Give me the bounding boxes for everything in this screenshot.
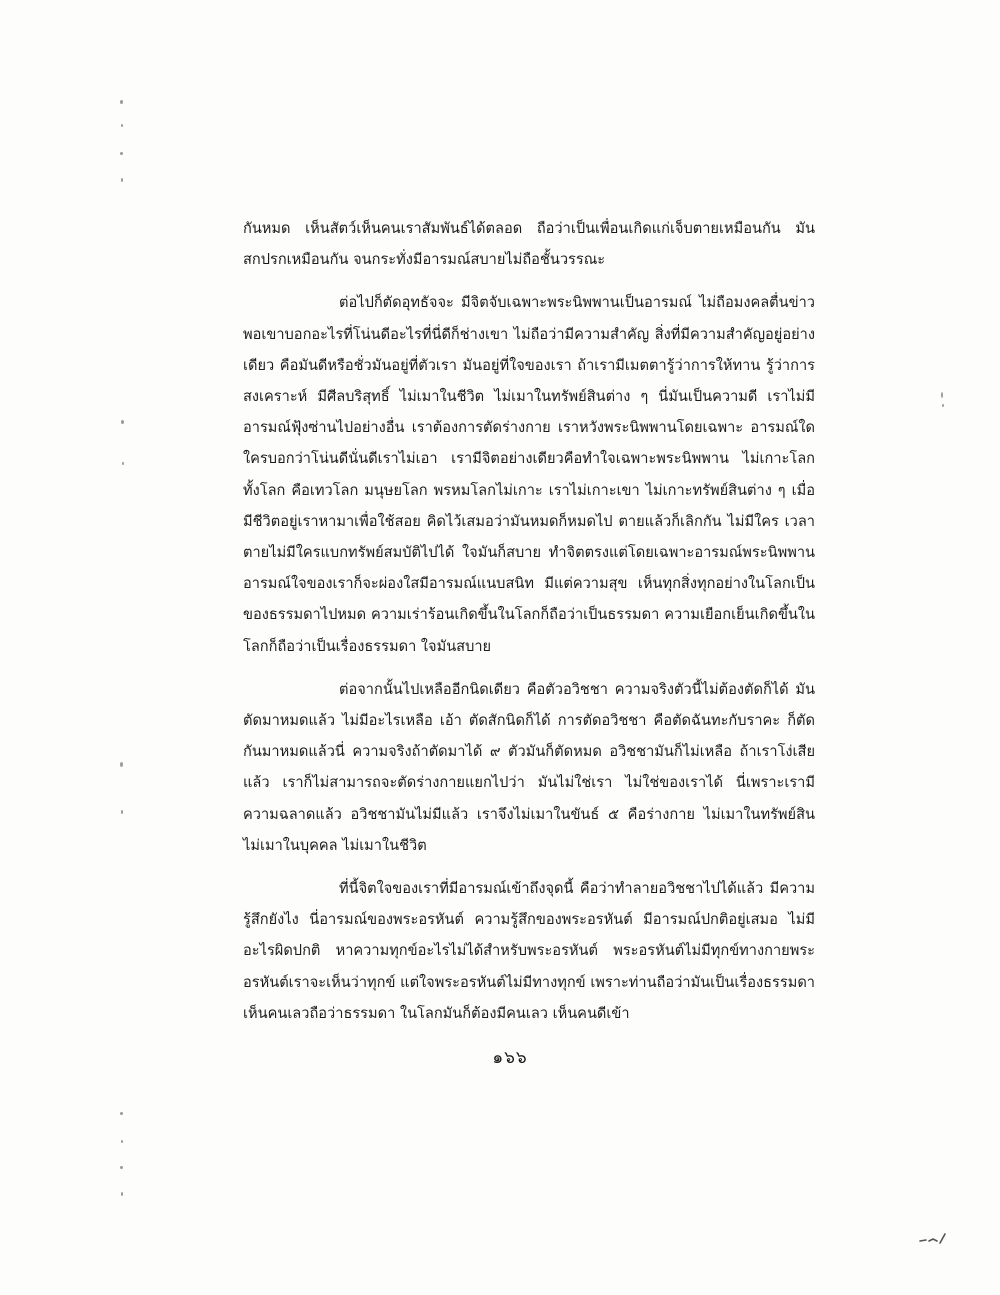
body-text — [243, 213, 815, 1041]
scan-speck — [942, 404, 944, 407]
scan-speck — [121, 420, 124, 424]
paragraph-2: ต่อไปก็ตัดอุทธัจจะ มีจิตจับเฉพาะพระนิพพานเป็นอารมณ์ ไม่ถือมงคลตื่นข่าว พอเขาบอกอะไรที่โน่นดีอะไรที่นี่ดีก็ช่างเขา ไม่ถือว่ามีความสำคัญ สิ่งที่มีความสำคัญอยู่อย่างเดียว คือมันดีหรือชั่วมันอยู่ที่ตัวเรา มันอยู่ที่ใจของเรา ถ้าเรามีเมตตารู้ว่าการให้ทาน รู้ว่าการสงเคราะห์ มีศีลบริสุทธิ์ ไม่เมาในชีวิต ไม่เมาในทรัพย์สินต่าง ๆ นี่มันเป็นความดี เราไม่มีอารมณ์ฟุ้งซ่านไปอย่างอื่น เราต้องการตัดร่างกาย เราหวังพระนิพพานโดยเฉพาะ อารมณ์ใดใครบอกว่าโน่นดีนั่นดีเราไม่เอา เรามีจิตอย่างเดียวคือทำใจเฉพาะพระนิพพาน ไม่เกาะโลก ทั้งโลก คือเทวโลก มนุษยโลก พรหมโลกไม่เกาะ เราไม่เกาะเขา ไม่เกาะทรัพย์สินต่าง ๆ เมื่อมีชีวิตอยู่เราหามาเพื่อใช้สอย คิดไว้เสมอว่ามันหมดก็หมดไป ตายแล้วก็เลิกกัน ไม่มีใคร เวลาตายไม่มีใครแบกทรัพย์สมบัติไปได้ ใจมันก็สบาย ทำจิตตรงแต่โดยเฉพาะอารมณ์พระนิพพาน อารมณ์ใจของเราก็จะผ่องใสมีอารมณ์แนบสนิท มีแต่ความสุข เห็นทุกสิ่งทุกอย่างในโลกเป็นของธรรมดาไปหมด ความเร่าร้อนเกิดขึ้นในโลกก็ถือว่าเป็นธรรมดา ความเยือกเย็นเกิดขึ้นในโลกก็ถือว่าเป็นเรื่องธรรมดา ใจมันสบาย — [243, 294, 815, 655]
scan-speck — [121, 178, 123, 182]
paragraph-3: ต่อจากนั้นไปเหลืออีกนิดเดียว คือตัวอวิชชา ความจริงตัวนี้ไม่ต้องตัดก็ได้ มันตัดมาหมดแล้ว ไม่มีอะไรเหลือ เอ้า ตัดสักนิดก็ได้ การตัดอวิชชา คือตัดฉันทะกับราคะ ก็ตัดกันมาหมดแล้วนี่ ความจริงถ้าตัดมาได้ ๙ ตัวมันก็ตัดหมด อวิชชามันก็ไม่เหลือ ถ้าเราโง่เสียแล้ว เราก็ไม่สามารถจะตัดร่างกายแยกไปว่า มันไม่ใช่เรา ไม่ใช่ของเราได้ นี่เพราะเรามีความฉลาดแล้ว อวิชชามันไม่มีแล้ว เราจึงไม่เมาในขันธ์ ๕ คือร่างกาย ไม่เมาในทรัพย์สิน ไม่เมาในบุคคล ไม่เมาในชีวิต — [243, 680, 815, 854]
scan-speck — [120, 100, 123, 104]
page-number: ๑๖๖ — [492, 1048, 528, 1068]
scan-speck — [120, 152, 123, 155]
scan-speck — [121, 124, 123, 127]
scan-speck — [120, 1112, 123, 1115]
scan-speck — [120, 1166, 123, 1169]
scan-speck — [941, 392, 943, 398]
scan-speck — [121, 1140, 123, 1143]
scan-speck — [121, 810, 123, 814]
paragraph-1: กันหมด เห็นสัตว์เห็นคนเราสัมพันธ์ได้ตลอด ถือว่าเป็นเพื่อนเกิดแก่เจ็บตายเหมือนกัน มันสกปรกเหมือนกัน จนกระทั่งมีอารมณ์สบายไม่ถือชั้นวรรณะ — [243, 220, 815, 269]
paragraph-4: ที่นี้จิตใจของเราที่มีอารมณ์เข้าถึงจุดนี้ คือว่าทำลายอวิชชาไปได้แล้ว มีความรู้สึกยังไง นี่อารมณ์ของพระอรหันต์ ความรู้สึกของพระอรหันต์ มีอารมณ์ปกติอยู่เสมอ ไม่มีอะไรผิดปกติ หาความทุกข์อะไรไม่ได้สำหรับพระอรหันต์ พระอรหันต์ไม่มีทุกข์ทางกายพระอรหันต์เราจะเห็นว่าทุกข์ แต่ใจพระอรหันต์ไม่มีทางทุกข์ เพราะท่านถือว่ามันเป็นเรื่องธรรมดา เห็นคนเลวถือว่าธรรมดา ในโลกมันก็ต้องมีคนเลว เห็นคนดีเข้า — [243, 880, 815, 1022]
scan-speck — [122, 462, 124, 465]
scan-mark-icon — [918, 1231, 948, 1245]
scan-speck — [120, 762, 123, 767]
scan-speck — [121, 1192, 123, 1196]
